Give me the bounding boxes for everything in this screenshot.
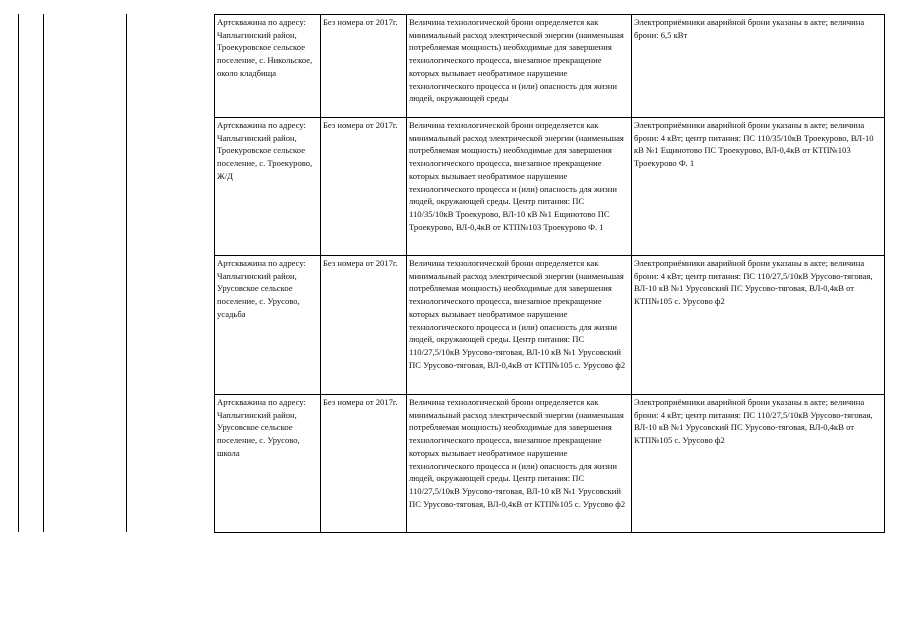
cell-notes: Электроприёмники аварийной брони указаны в акте; величина брони: 4 кВт; центр питания: ПС 110/27,5/10кВ Урусово-тяговая, ВЛ-10 кВ №1 Урусовский ПС Урусово-тяговая, ВЛ-0,4кВ от КТП№105 с. Урусово ф2 bbox=[632, 395, 885, 533]
left-rule-3 bbox=[126, 14, 127, 532]
cell-number: Без номера от 2017г. bbox=[321, 256, 407, 395]
cell-description: Величина технологической брони определяется как минимальный расход электрической энергии (наименьшая потребляемая мощность) необходимые для завершения технологического процесса, внезапное прекращение которых вызывает необратимое нарушение технологического процесса и (или) опасность для жизни людей, окружающей среды. Центр питания: ПС 110/27,5/10кВ Урусово-тяговая, ВЛ-10 кВ №1 Урусовский ПС Урусово-тяговая, ВЛ-0,4кВ от КТП№105 с. Урусово ф2 bbox=[407, 256, 632, 395]
cell-description: Величина технологической брони определяется как минимальный расход электрической энергии (наименьшая потребляемая мощность) необходимые для завершения технологического процесса, внезапное прекращение которых вызывает необратимое нарушение технологического процесса и (или) опасность для жизни людей, окружающей среды. Центр питания: ПС 110/35/10кВ Троекурово, ВЛ-10 кВ №1 Ещинотово ПС Троекурово, ВЛ-0,4кВ от КТП№103 Троекурово Ф. 1 bbox=[407, 118, 632, 256]
cell-number: Без номера от 2017г. bbox=[321, 15, 407, 118]
cell-object: Артскважина по адресу: Чаплыгинский район, Урусовское сельское поселение, с. Урусово, школа bbox=[215, 395, 321, 533]
left-rule-1 bbox=[18, 14, 19, 532]
cell-notes: Электроприёмники аварийной брони указаны в акте; величина брони: 4 кВт; центр питания: ПС 110/35/10кВ Троекурово, ВЛ-10 кВ №1 Ещинотово ПС Троекурово, ВЛ-0,4кВ от КТП№103 Троекурово Ф. 1 bbox=[632, 118, 885, 256]
cell-object: Артскважина по адресу: Чаплыгинский район, Урусовское сельское поселение, с. Урусово, усадьба bbox=[215, 256, 321, 395]
table-row bbox=[215, 15, 885, 118]
cell-description: Величина технологической брони определяется как минимальный расход электрической энергии (наименьшая потребляемая мощность) необходимые для завершения технологического процесса, внезапное прекращение которых вызывает необратимое нарушение технологического процесса и (или) опасность для жизни людей, окружающей среды bbox=[407, 15, 632, 118]
table-row bbox=[215, 395, 885, 533]
cell-notes: Электроприёмники аварийной брони указаны в акте; величина брони: 6,5 кВт bbox=[632, 15, 885, 118]
cell-object: Артскважина по адресу: Чаплыгинский район, Троекуровское сельское поселение, с. Никольское, около кладбища bbox=[215, 15, 321, 118]
table-row bbox=[215, 118, 885, 256]
cell-notes: Электроприёмники аварийной брони указаны в акте; величина брони: 4 кВт; центр питания: ПС 110/27,5/10кВ Урусово-тяговая, ВЛ-10 кВ №1 Урусовский ПС Урусово-тяговая, ВЛ-0,4кВ от КТП№105 с. Урусово ф2 bbox=[632, 256, 885, 395]
cell-description: Величина технологической брони определяется как минимальный расход электрической энергии (наименьшая потребляемая мощность) необходимые для завершения технологического процесса, внезапное прекращение которых вызывает необратимое нарушение технологического процесса и (или) опасность для жизни людей, окружающей среды. Центр питания: ПС 110/27,5/10кВ Урусово-тяговая, ВЛ-10 кВ №1 Урусовский ПС Урусово-тяговая, ВЛ-0,4кВ от КТП№105 с. Урусово ф2 bbox=[407, 395, 632, 533]
emergency-reserve-table bbox=[214, 14, 885, 533]
cell-object: Артскважина по адресу: Чаплыгинский район, Троекуровское сельское поселение, с. Троекурово, Ж/Д bbox=[215, 118, 321, 256]
cell-number: Без номера от 2017г. bbox=[321, 395, 407, 533]
table-row bbox=[215, 256, 885, 395]
left-rule-2 bbox=[43, 14, 44, 532]
cell-number: Без номера от 2017г. bbox=[321, 118, 407, 256]
